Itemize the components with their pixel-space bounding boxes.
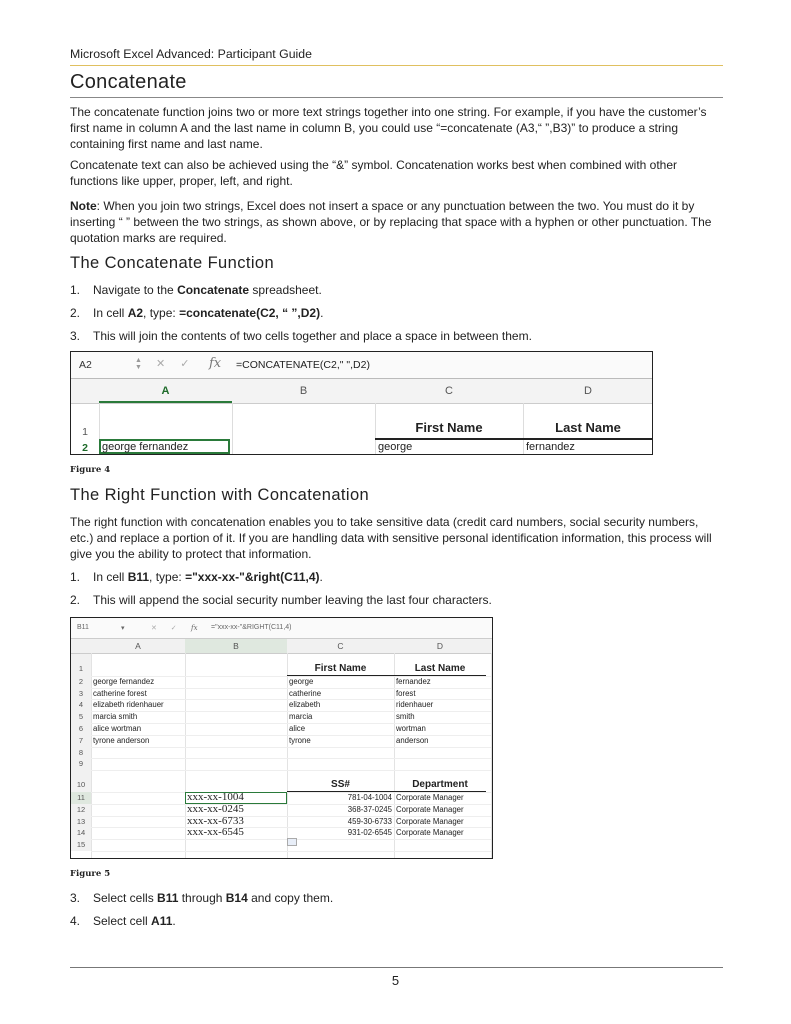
- page-number: 5: [391, 973, 400, 988]
- cell-ssn[interactable]: 459-30-6733: [347, 816, 392, 826]
- cell-full-name[interactable]: elizabeth ridenhauer: [93, 700, 164, 710]
- step-1-right: [70, 569, 723, 585]
- name-box-stepper-icon[interactable]: ▲ ▼: [135, 357, 142, 371]
- cell-full-name[interactable]: george fernandez: [93, 676, 155, 686]
- formula-text[interactable]: ="xxx-xx-"&RIGHT(C11,4): [211, 624, 292, 631]
- column-header-c[interactable]: C: [445, 385, 453, 397]
- cell-masked-ssn[interactable]: xxx-xx-1004: [187, 791, 244, 803]
- note-label: Note: [70, 199, 97, 213]
- step-number: 2.: [70, 306, 81, 320]
- cell-ssn[interactable]: 368-37-0245: [347, 804, 392, 814]
- column-header-a[interactable]: A: [99, 385, 232, 403]
- step-bold-text: =concatenate(C2, “ ”,D2): [179, 306, 321, 320]
- header-underline: [287, 791, 486, 792]
- step-text: Navigate to the: [93, 283, 178, 297]
- step-bold-text: ="xxx-xx-"&right(C11,4): [185, 570, 320, 584]
- cell-masked-ssn[interactable]: xxx-xx-0245: [187, 802, 244, 815]
- note-text: : When you join two strings, Excel does not insert a space or any punctuation between the two. You must do it by inserting “ ” between the two strings, as shown above, or by replacing that space with a hyphen or other punctuation. The quotation marks are required.: [70, 199, 712, 245]
- cell-department[interactable]: Corporate Manager: [396, 828, 464, 838]
- step-text: Select cell: [93, 914, 152, 928]
- fx-icon: fx: [191, 624, 198, 632]
- cell-full-name[interactable]: tyrone anderson: [93, 735, 150, 745]
- row-header[interactable]: 5: [71, 711, 91, 723]
- cell-last-name[interactable]: smith: [396, 712, 415, 722]
- step-3-right: [70, 890, 723, 906]
- cell-d1[interactable]: Last Name: [555, 420, 621, 435]
- cell-first-name[interactable]: george: [289, 676, 314, 686]
- formula-bar: [71, 352, 652, 379]
- row-header[interactable]: 9: [71, 758, 91, 770]
- step-number: 3.: [70, 891, 81, 905]
- row-header[interactable]: 15: [71, 839, 91, 851]
- cell-d1-header[interactable]: Last Name: [414, 663, 466, 674]
- step-text: This will join the contents of two cells together and place a space in between them.: [93, 329, 532, 343]
- step-bold-text: B11: [157, 891, 179, 905]
- cell-first-name[interactable]: alice: [289, 724, 306, 733]
- figure-4-caption: Figure 4: [70, 465, 111, 475]
- step-bold-text: B11: [127, 570, 150, 584]
- gridline: [232, 403, 233, 455]
- header-underline: [375, 438, 653, 440]
- section-heading-right-function: The Right Function with Concatenation: [70, 486, 370, 504]
- row-header[interactable]: 6: [71, 723, 91, 735]
- step-text: .: [319, 570, 323, 584]
- cell-ss-header[interactable]: SS#: [331, 779, 350, 791]
- step-text: In cell: [93, 570, 128, 584]
- step-text: .: [320, 306, 324, 320]
- row-header[interactable]: 13: [71, 816, 91, 828]
- cancel-check-icons: ✕ ✓: [156, 358, 196, 370]
- step-2-right: [70, 592, 723, 608]
- column-header-b[interactable]: B: [299, 385, 308, 397]
- figure-5-spreadsheet: [70, 617, 493, 859]
- cancel-check-icons: ✕ ✓: [151, 625, 183, 632]
- step-text: through: [178, 891, 226, 905]
- intro-paragraph-2: Concatenate text can also be achieved using the “&” symbol. Concatenation works best when combined with other functions like upper, proper, left, and right.: [70, 158, 678, 188]
- row-header[interactable]: 3: [71, 688, 91, 700]
- step-text: spreadsheet.: [249, 283, 322, 297]
- cell-last-name[interactable]: wortman: [396, 724, 426, 733]
- row-header[interactable]: 7: [71, 735, 91, 747]
- step-3: [70, 328, 723, 344]
- column-header-d[interactable]: D: [584, 385, 592, 397]
- row-header[interactable]: 12: [71, 804, 91, 816]
- cell-department[interactable]: Corporate Manager: [396, 804, 464, 814]
- cell-ssn[interactable]: 781-04-1004: [347, 793, 392, 802]
- gridline: [91, 851, 491, 852]
- row-header[interactable]: 14: [71, 827, 91, 839]
- step-text: , type:: [149, 570, 186, 584]
- column-headers: [71, 379, 652, 404]
- row-header[interactable]: 1: [71, 654, 91, 676]
- cell-full-name[interactable]: catherine forest: [93, 688, 147, 698]
- cell-a2[interactable]: george fernandez: [102, 441, 189, 453]
- row-header[interactable]: 8: [71, 747, 91, 759]
- column-headers: [71, 639, 492, 654]
- running-header: Microsoft Excel Advanced: Participant Guide: [70, 47, 723, 66]
- fx-icon: fx: [209, 356, 222, 371]
- column-header-c[interactable]: C: [337, 641, 344, 651]
- cell-department-header[interactable]: Department: [412, 779, 468, 791]
- step-number: 4.: [70, 914, 81, 928]
- step-text: This will append the social security number leaving the last four characters.: [93, 593, 492, 607]
- footer-divider: [70, 967, 723, 968]
- cell-first-name[interactable]: marcia: [289, 712, 313, 722]
- step-2: [70, 305, 723, 321]
- step-text: , type:: [143, 306, 180, 320]
- paste-options-icon[interactable]: [287, 838, 297, 846]
- selected-cell-b11[interactable]: [185, 792, 287, 804]
- cell-masked-ssn[interactable]: xxx-xx-6733: [187, 814, 244, 827]
- step-bold-text: B14: [225, 891, 248, 905]
- cell-ssn[interactable]: 931-02-6545: [347, 828, 392, 838]
- cell-full-name[interactable]: alice wortman: [93, 724, 142, 733]
- row-header-2[interactable]: 2: [82, 442, 88, 454]
- step-text: In cell: [93, 306, 128, 320]
- row-header[interactable]: 2: [71, 676, 91, 688]
- step-number: 2.: [70, 593, 81, 607]
- cell-department[interactable]: Corporate Manager: [396, 793, 464, 802]
- cell-department[interactable]: Corporate Manager: [396, 816, 464, 826]
- step-text: Select cells: [93, 891, 158, 905]
- cell-last-name[interactable]: fernandez: [396, 676, 431, 686]
- step-4-right: [70, 913, 723, 929]
- cell-last-name[interactable]: anderson: [396, 735, 429, 745]
- cell-masked-ssn[interactable]: xxx-xx-6545: [187, 826, 244, 839]
- step-bold-text: Concatenate: [177, 283, 250, 297]
- note-paragraph: [70, 198, 723, 246]
- formula-bar: [71, 618, 492, 639]
- cell-first-name[interactable]: elizabeth: [289, 700, 321, 710]
- section-heading-concatenate-function: The Concatenate Function: [70, 254, 275, 272]
- cell-first-name[interactable]: tyrone: [289, 735, 311, 745]
- step-number: 3.: [70, 329, 81, 343]
- step-bold-text: A11: [151, 914, 173, 928]
- cell-first-name[interactable]: catherine: [289, 688, 322, 698]
- gridline: [491, 653, 492, 859]
- cell-last-name[interactable]: ridenhauer: [396, 700, 434, 710]
- header-underline: [287, 675, 486, 676]
- name-box[interactable]: B11: [77, 624, 89, 631]
- gridline: [91, 747, 491, 748]
- cell-last-name[interactable]: forest: [396, 688, 416, 698]
- step-text: .: [172, 914, 176, 928]
- figure-5-caption: Figure 5: [70, 869, 111, 879]
- name-box-dropdown-icon[interactable]: ▾: [121, 625, 125, 632]
- cell-d2[interactable]: fernandez: [526, 441, 575, 453]
- row-header-1[interactable]: 1: [82, 426, 88, 438]
- row-header[interactable]: 11: [71, 792, 91, 804]
- step-number: 1.: [70, 570, 81, 584]
- cell-c1[interactable]: First Name: [415, 420, 483, 435]
- row-header[interactable]: 10: [71, 770, 91, 792]
- formula-text[interactable]: =CONCATENATE(C2," ",D2): [236, 359, 370, 371]
- gridline: [91, 758, 491, 759]
- column-header-b[interactable]: B: [185, 639, 287, 653]
- cell-c1-header[interactable]: First Name: [314, 663, 367, 674]
- name-box[interactable]: A2: [79, 359, 92, 371]
- step-bold-text: A2: [127, 306, 144, 320]
- cell-full-name[interactable]: marcia smith: [93, 712, 138, 722]
- row-header[interactable]: 4: [71, 699, 91, 711]
- column-header-a[interactable]: A: [135, 641, 141, 651]
- column-header-d[interactable]: D: [436, 641, 444, 651]
- page-title: Concatenate: [70, 71, 723, 98]
- gridline: [91, 770, 491, 771]
- step-text: and copy them.: [247, 891, 334, 905]
- step-1: [70, 282, 723, 298]
- intro-paragraph-1: The concatenate function joins two or more text strings together into one string. For example, if you have the customer’s first name in column A and the last name in column B, you could use “=concatenate (A3,“ ”,B3)” to produce a string containing first name and last name.: [70, 105, 707, 151]
- step-number: 1.: [70, 283, 81, 297]
- cell-c2[interactable]: george: [378, 441, 413, 453]
- figure-4-spreadsheet: [70, 351, 653, 455]
- right-function-paragraph: The right function with concatenation enables you to take sensitive data (credit card numbers, social security numbers, etc.) and replace a portion of it. If you are handling data with sensitive personal identification information, this process will give you the ability to protect that information.: [70, 515, 712, 561]
